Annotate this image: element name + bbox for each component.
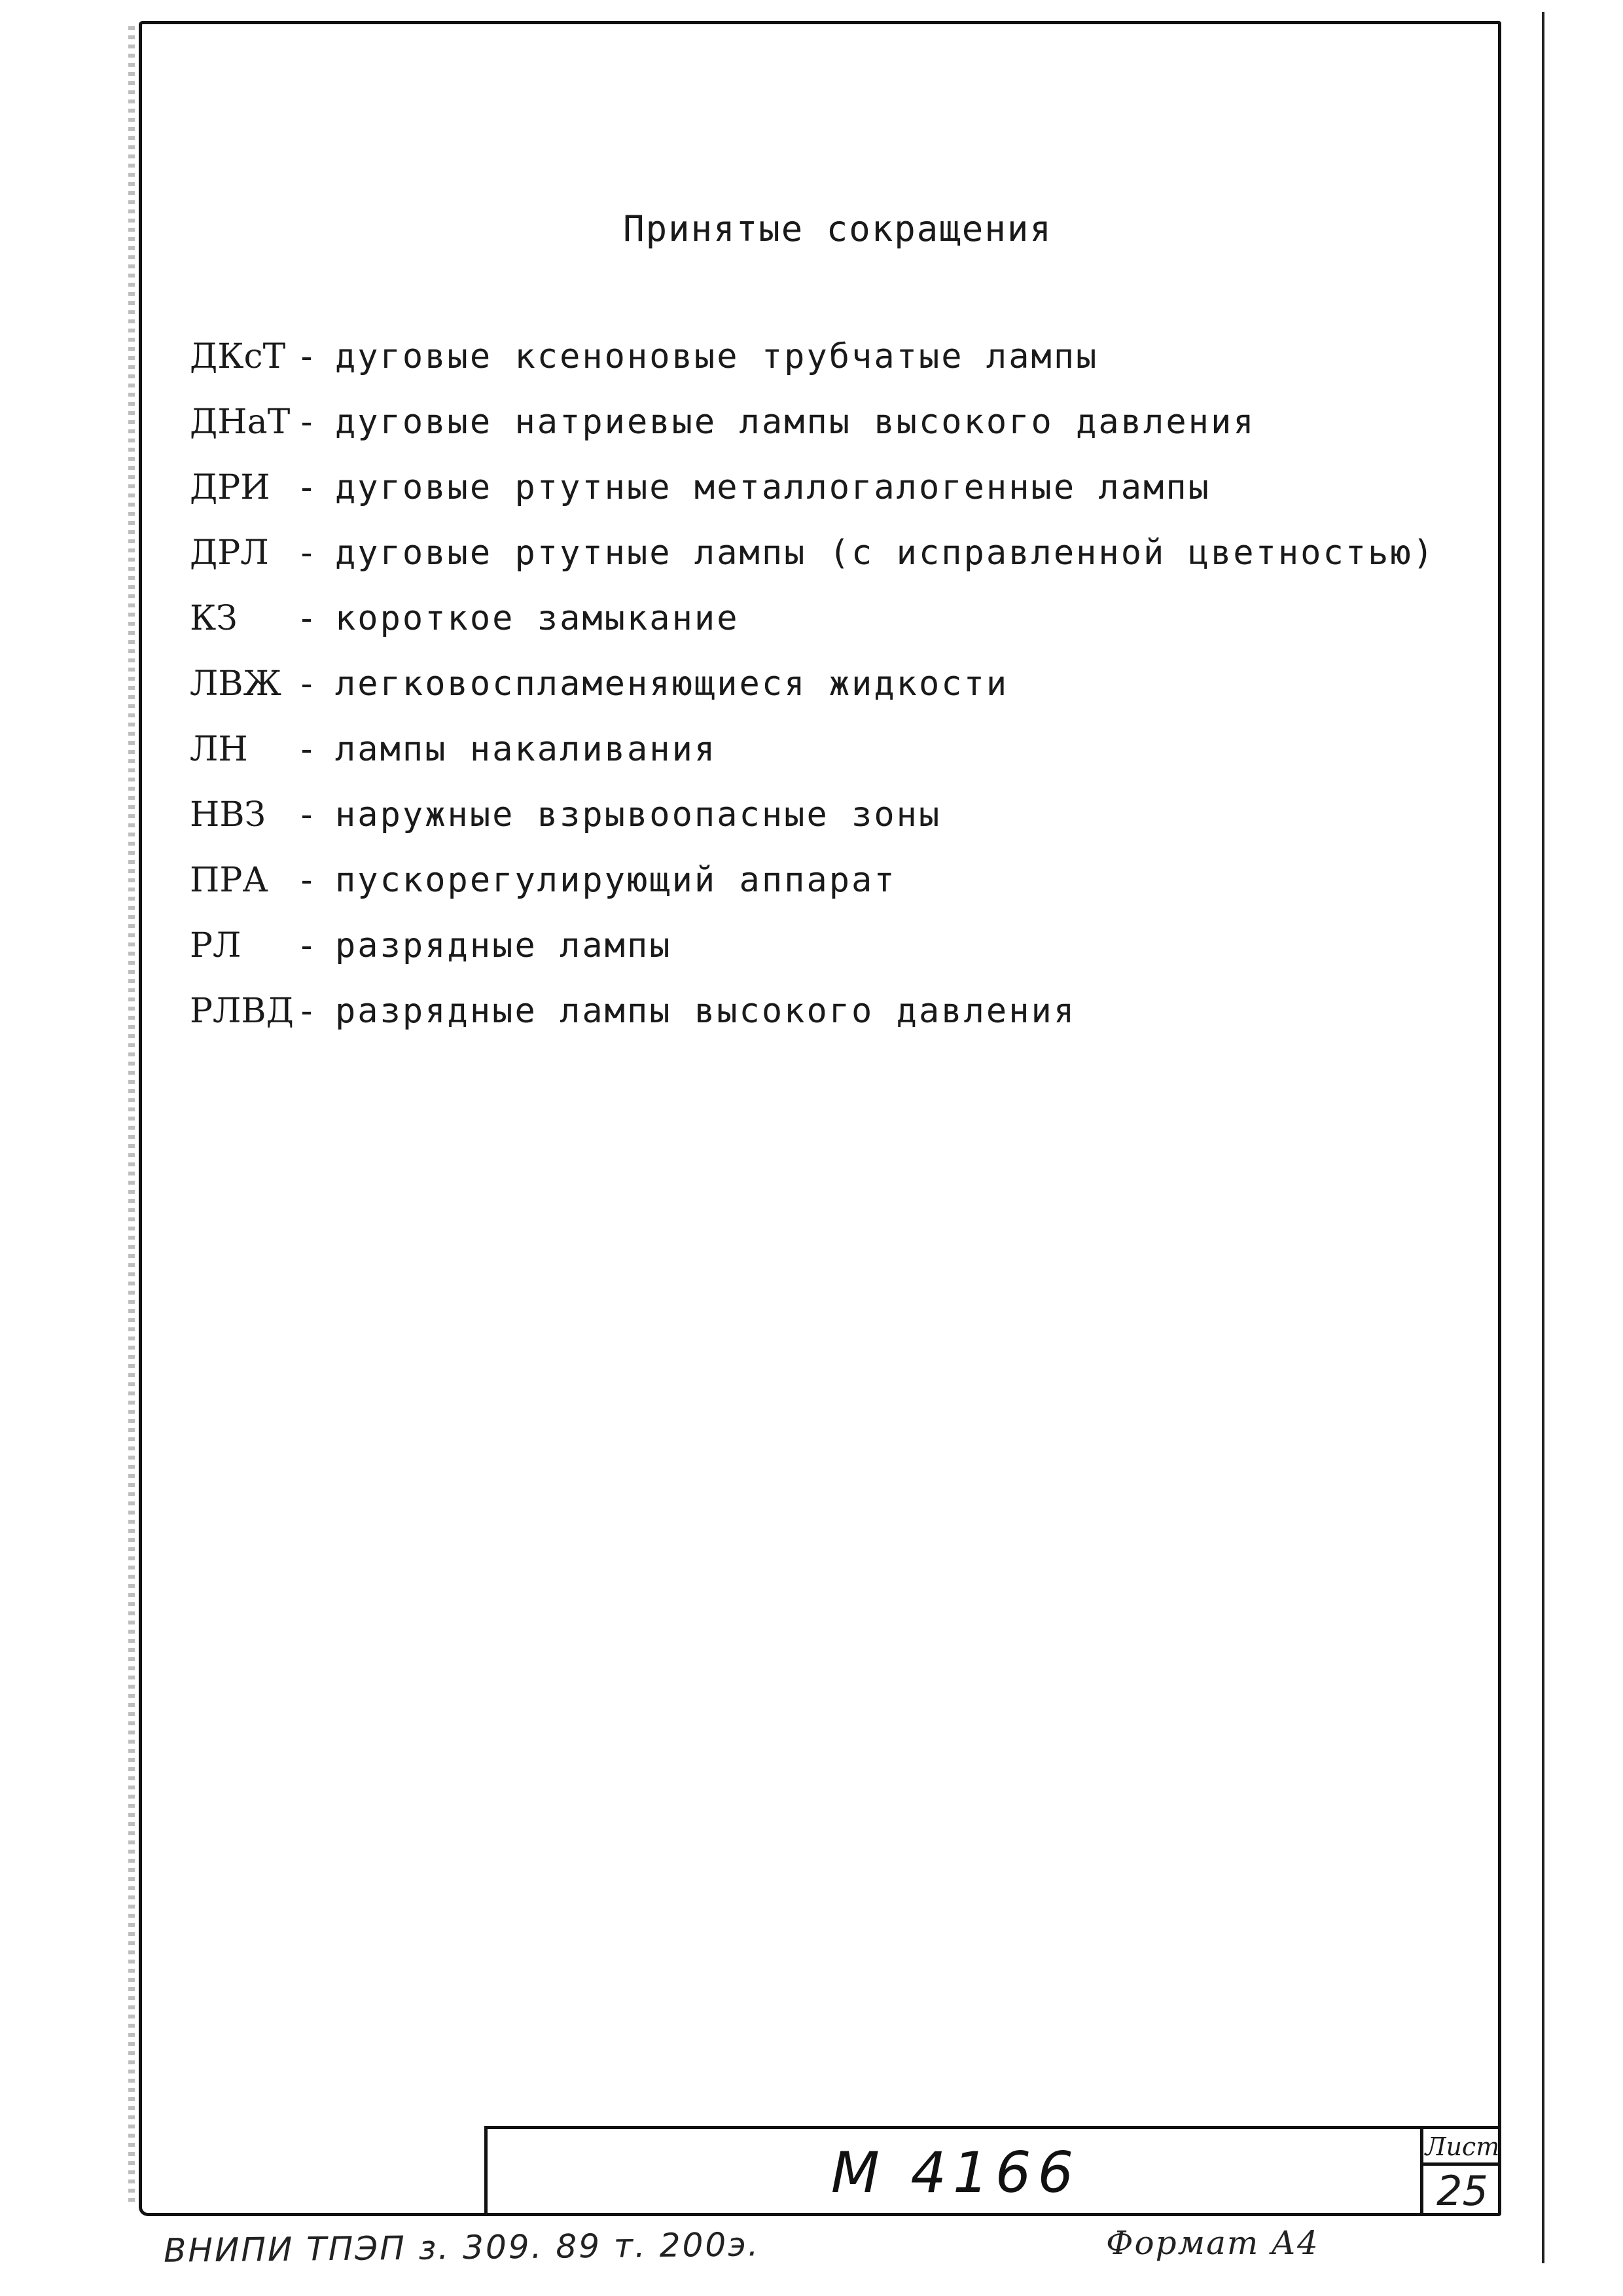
abbreviation-term: ДРИ <box>190 468 270 507</box>
abbreviation-row <box>190 861 1435 926</box>
abbreviation-row <box>190 795 1435 861</box>
abbreviation-dash: - <box>296 337 319 376</box>
abbreviation-dash: - <box>296 926 319 965</box>
abbreviation-definition: дуговые ртутные лампы (с исправленной цветностью) <box>335 533 1436 573</box>
abbreviation-row <box>190 533 1435 599</box>
title-block-stamp <box>484 2126 1501 2216</box>
abbreviation-term: ЛН <box>190 730 248 769</box>
abbreviation-dash: - <box>296 795 319 834</box>
abbreviation-definition: легковоспламеняющиеся жидкости <box>335 664 1009 704</box>
abbreviation-term: ДКсТ <box>190 337 286 376</box>
abbreviation-row <box>190 992 1435 1057</box>
abbreviation-definition: лампы накаливания <box>335 730 717 769</box>
footer-publisher-note: ВНИПИ ТПЭП з. 309. 89 т. 200э. <box>163 2225 760 2270</box>
abbreviation-list <box>190 337 1435 1057</box>
abbreviation-definition: короткое замыкание <box>335 599 740 638</box>
abbreviation-term: ЛВЖ <box>190 664 282 704</box>
abbreviation-dash: - <box>296 599 319 638</box>
abbreviation-row <box>190 664 1435 730</box>
abbreviation-term: НВЗ <box>190 795 266 834</box>
abbreviation-definition: пускорегулирующий аппарат <box>335 861 897 900</box>
abbreviation-dash: - <box>296 403 319 442</box>
abbreviation-row <box>190 403 1435 468</box>
abbreviation-definition: наружные взрывоопасные зоны <box>335 795 942 834</box>
binding-edge <box>128 26 135 2206</box>
abbreviation-definition: дуговые натриевые лампы высокого давления <box>335 403 1256 442</box>
document-code: М 4166 <box>830 2140 1080 2206</box>
footer-format: Формат А4 <box>1106 2224 1319 2262</box>
abbreviation-row <box>190 337 1435 403</box>
abbreviation-definition: дуговые ртутные металлогалогенные лампы <box>335 468 1211 507</box>
abbreviation-dash: - <box>296 468 319 507</box>
page-title: Принятые сокращения <box>623 208 1052 249</box>
abbreviation-term: ДРЛ <box>190 533 269 573</box>
abbreviation-row <box>190 730 1435 795</box>
abbreviation-term: ДНаТ <box>190 403 291 442</box>
abbreviation-definition: разрядные лампы <box>335 926 672 965</box>
abbreviation-term: РЛВД <box>190 992 294 1031</box>
abbreviation-row <box>190 599 1435 664</box>
sheet-label: Лист <box>1423 2129 1501 2166</box>
abbreviation-definition: разрядные лампы высокого давления <box>335 992 1077 1031</box>
abbreviation-term: ПРА <box>190 861 268 900</box>
abbreviation-dash: - <box>296 664 319 704</box>
abbreviation-row <box>190 926 1435 992</box>
abbreviation-definition: дуговые ксеноновые трубчатые лампы <box>335 337 1099 376</box>
abbreviation-term: РЛ <box>190 926 241 965</box>
abbreviation-dash: - <box>296 730 319 769</box>
sheet-number: 25 <box>1436 2167 1488 2215</box>
abbreviation-term: КЗ <box>190 599 238 638</box>
abbreviation-row <box>190 468 1435 533</box>
abbreviation-dash: - <box>296 533 319 573</box>
sheet-box <box>1420 2129 1501 2216</box>
abbreviation-dash: - <box>296 992 319 1031</box>
right-margin-rule <box>1542 12 1544 2263</box>
abbreviation-dash: - <box>296 861 319 900</box>
